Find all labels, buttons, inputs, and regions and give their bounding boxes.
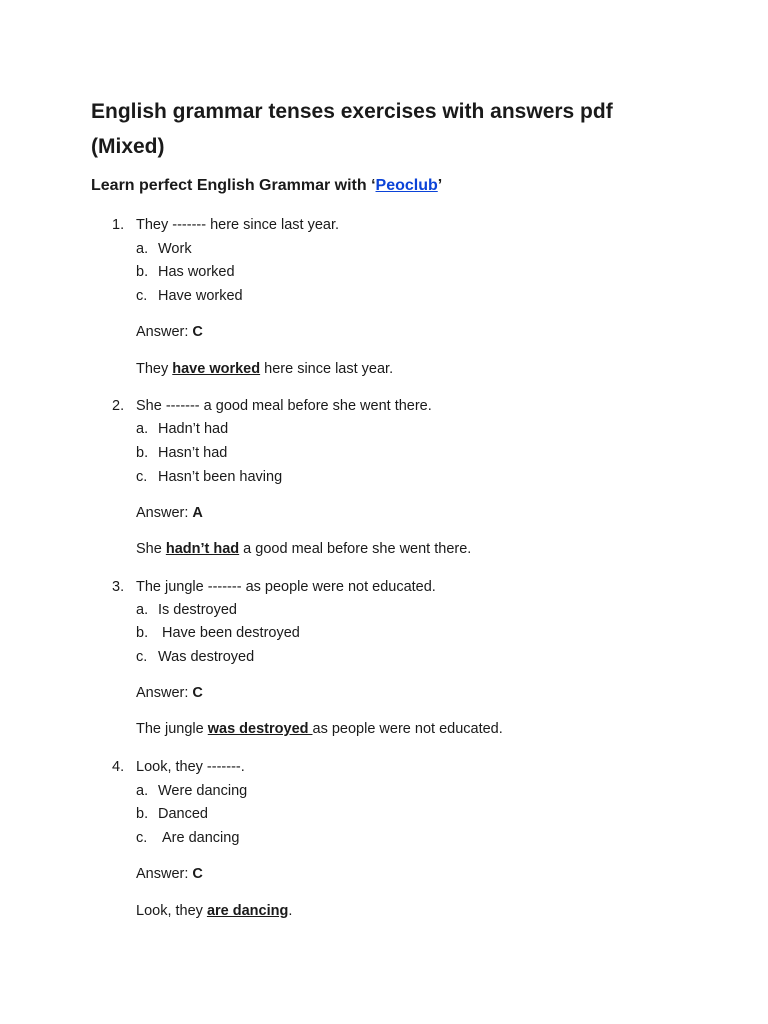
option-letter: a. <box>136 783 149 799</box>
sentence-after: . <box>288 903 293 919</box>
question-stem <box>112 577 436 597</box>
sentence <box>136 901 292 921</box>
question-text: She ------- a good meal before she went there. <box>136 398 432 414</box>
question-number: 1. <box>112 217 125 233</box>
answer-value: C <box>192 866 203 882</box>
answer-value: C <box>192 685 203 701</box>
subtitle-prefix: Learn perfect English Grammar with ‘ <box>91 177 376 194</box>
answer-label: Answer: <box>136 324 193 340</box>
option-text: Has worked <box>158 264 235 280</box>
sentence-highlight: are dancing <box>206 903 289 919</box>
option-letter: b. <box>136 264 149 280</box>
option-text: Were dancing <box>158 783 248 799</box>
option-text: Was destroyed <box>158 649 255 665</box>
subtitle-suffix: ’ <box>437 177 443 194</box>
answer <box>136 864 203 884</box>
sentence-highlight: have worked <box>172 361 261 377</box>
option-text: Are dancing <box>162 830 240 846</box>
option-text: Is destroyed <box>158 602 237 618</box>
question-number: 3. <box>112 579 125 595</box>
option-letter: a. <box>136 421 149 437</box>
answer <box>136 322 203 342</box>
option-letter: b. <box>136 806 149 822</box>
answer-value: A <box>192 505 203 521</box>
answer-value: C <box>192 324 203 340</box>
question-text: The jungle ------- as people were not educated. <box>136 579 436 595</box>
sentence <box>136 719 503 739</box>
answer-label: Answer: <box>136 866 193 882</box>
question-stem <box>112 396 432 416</box>
answer <box>136 683 203 703</box>
option-text: Hadn’t had <box>158 421 229 437</box>
option-letter: c. <box>136 830 148 846</box>
sentence-after: here since last year. <box>260 361 394 377</box>
option-letter: c. <box>136 469 148 485</box>
sentence-highlight: hadn’t had <box>165 541 240 557</box>
question-stem <box>112 757 245 777</box>
answer <box>136 503 203 523</box>
sentence-highlight: was destroyed <box>207 721 313 737</box>
option-text: Hasn’t had <box>158 445 228 461</box>
sentence-after: a good meal before she went there. <box>239 541 472 557</box>
sentence <box>136 359 393 379</box>
option-letter: a. <box>136 602 149 618</box>
option-letter: b. <box>136 625 149 641</box>
question-text: They ------- here since last year. <box>136 217 340 233</box>
sentence-before: They <box>136 361 173 377</box>
sentence <box>136 539 471 559</box>
answer-label: Answer: <box>136 505 193 521</box>
option-text: Have worked <box>158 288 243 304</box>
question-number: 2. <box>112 398 125 414</box>
option-letter: c. <box>136 649 148 665</box>
page-title: English grammar tenses exercises with answers pdf (Mixed) <box>91 100 613 158</box>
option-letter: b. <box>136 445 149 461</box>
sentence-before: Look, they <box>136 903 207 919</box>
peoclub-link[interactable]: Peoclub <box>375 177 438 194</box>
option-text: Have been destroyed <box>162 625 300 641</box>
question-number: 4. <box>112 759 125 775</box>
option-letter: c. <box>136 288 148 304</box>
question-text: Look, they -------. <box>136 759 245 775</box>
page-subtitle <box>91 175 442 197</box>
sentence-before: She <box>136 541 166 557</box>
option-letter: a. <box>136 241 149 257</box>
question-stem <box>112 215 340 235</box>
option-text: Work <box>158 241 192 257</box>
sentence-before: The jungle <box>136 721 208 737</box>
option-text: Hasn’t been having <box>158 469 283 485</box>
answer-label: Answer: <box>136 685 193 701</box>
option-text: Danced <box>158 806 208 822</box>
sentence-after: as people were not educated. <box>312 721 503 737</box>
